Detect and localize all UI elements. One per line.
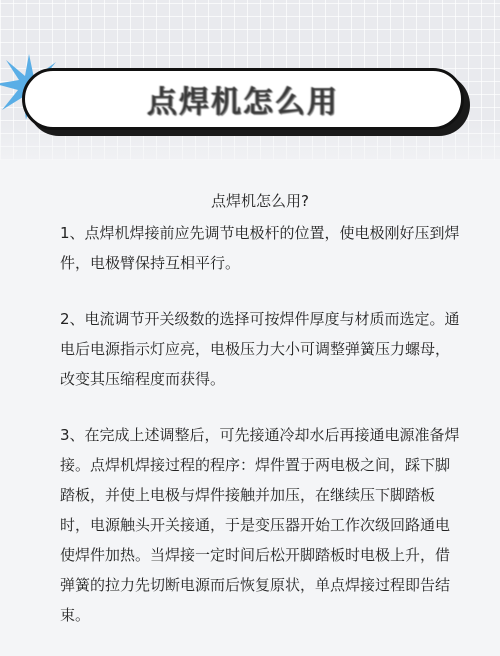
paragraph-step-3: 3、在完成上述调整后，可先接通冷却水后再接通电源准备焊接。点焊机焊接过程的程序：焊件置于两电极之间，踩下脚踏板，并使上电极与焊件接触并加压，在继续压下脚踏板时，电源触头开关接通，于是变压器开始工作次级回路通电使焊件加热。当焊接一定时间后松开脚踏板时电极上升，借弹簧的拉力先切断电源而后恢复原状，单点焊接过程即告结束。 [60, 426, 460, 624]
article-question: 点焊机怎么用? [211, 192, 309, 210]
title-banner [22, 68, 464, 130]
banner-title: 点焊机怎么用 [147, 85, 339, 120]
paragraph-step-1: 1、点焊机焊接前应先调节电极杆的位置，使电极刚好压到焊件，电极臂保持互相平行。 [60, 224, 460, 272]
article-body [60, 188, 460, 656]
paragraph-step-2: 2、电流调节开关级数的选择可按焊件厚度与材质而选定。通电后电源指示灯应亮，电极压力大小可调整弹簧压力螺母，改变其压缩程度而获得。 [60, 310, 460, 388]
